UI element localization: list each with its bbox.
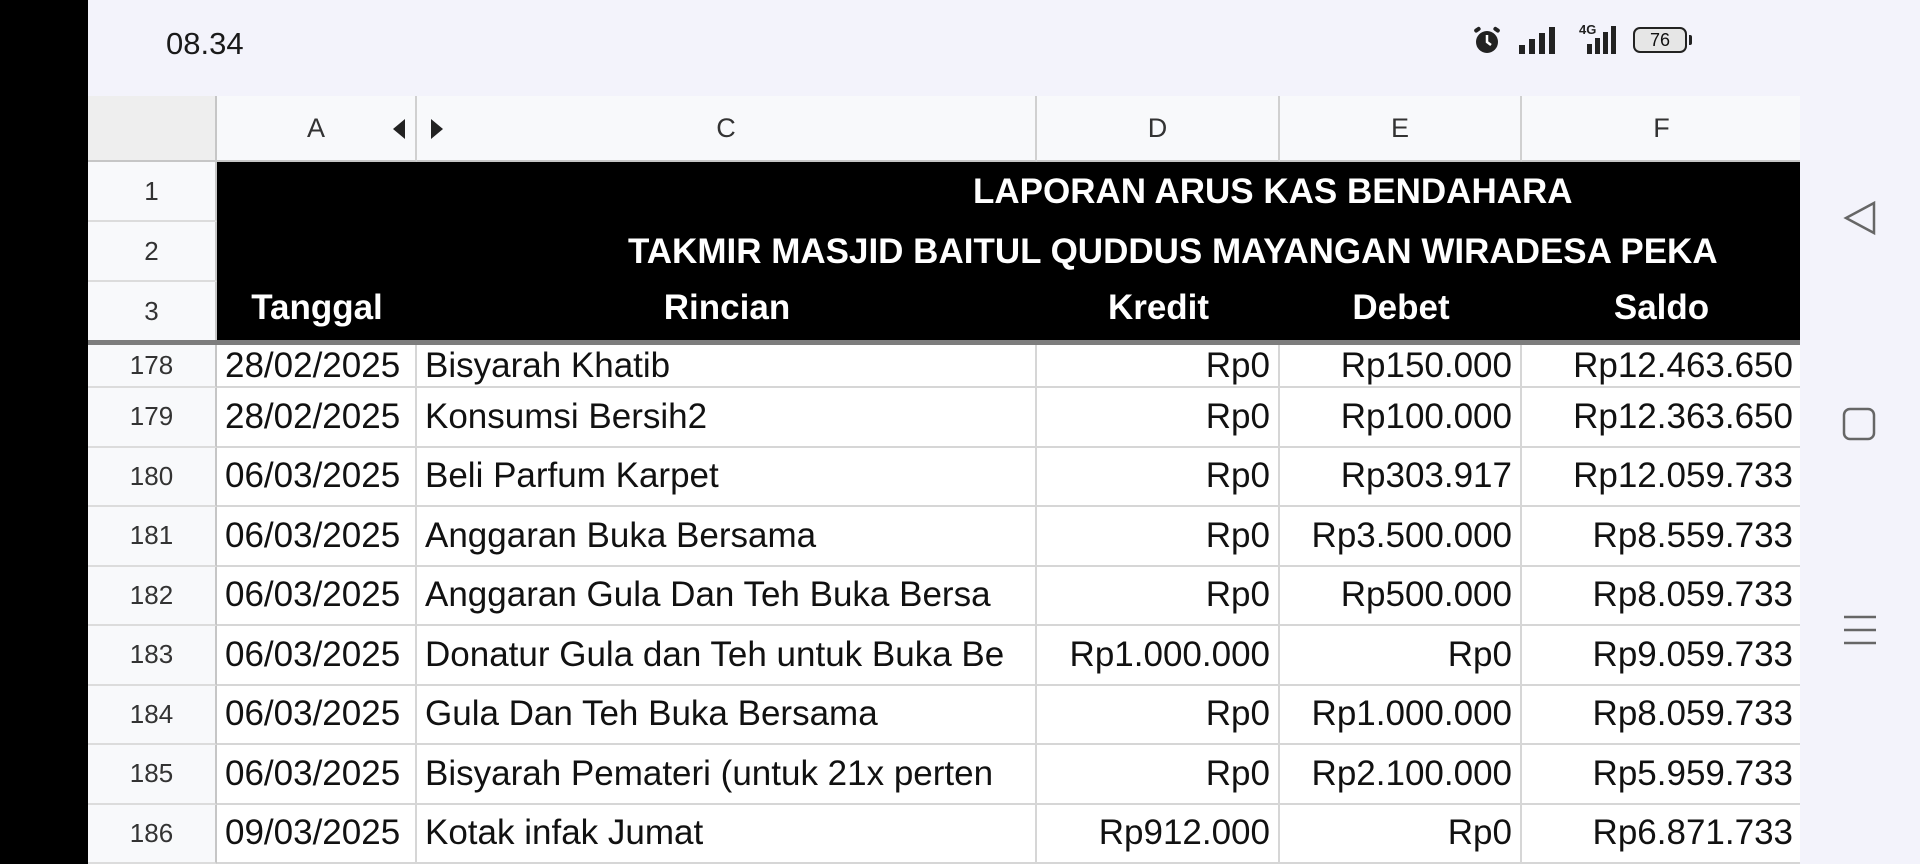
cell-saldo[interactable]: Rp9.059.733	[1522, 626, 1801, 686]
row-number: 183	[129, 639, 174, 670]
back-triangle-icon[interactable]	[1842, 200, 1878, 236]
status-bar	[88, 0, 1800, 96]
header-saldo[interactable]: Saldo	[1613, 288, 1710, 327]
header-rincian[interactable]: Rincian	[663, 288, 791, 327]
cell-rincian[interactable]: Konsumsi Bersih2	[417, 388, 1037, 448]
cell-debet[interactable]: Rp150.000	[1280, 345, 1522, 388]
battery-level: 76	[1633, 27, 1687, 53]
row-header[interactable]	[88, 805, 217, 864]
column-label-f: F	[1653, 112, 1670, 143]
battery-icon	[1633, 27, 1692, 53]
signal-4g-icon	[1573, 24, 1619, 56]
cell-rincian[interactable]: Beli Parfum Karpet	[417, 448, 1037, 508]
cell-debet[interactable]: Rp100.000	[1280, 388, 1522, 448]
cell-saldo[interactable]: Rp8.059.733	[1522, 686, 1801, 746]
column-header-a[interactable]	[217, 96, 417, 162]
cell-kredit[interactable]: Rp0	[1037, 745, 1280, 805]
expand-right-icon[interactable]	[429, 118, 445, 140]
cell-kredit[interactable]: Rp0	[1037, 507, 1280, 567]
row-header[interactable]	[88, 388, 217, 448]
cell-saldo[interactable]: Rp12.463.650	[1522, 345, 1801, 388]
cell-tanggal[interactable]: 09/03/2025	[217, 805, 417, 864]
cell-kredit[interactable]: Rp0	[1037, 388, 1280, 448]
navigation-bar	[1800, 0, 1920, 864]
home-square-icon[interactable]	[1842, 407, 1876, 441]
column-label-d: D	[1147, 112, 1168, 143]
collapse-left-icon[interactable]	[391, 118, 407, 140]
row-number: 186	[129, 817, 174, 848]
header-tanggal[interactable]: Tanggal	[251, 288, 383, 327]
cell-saldo[interactable]: Rp12.059.733	[1522, 448, 1801, 508]
row-number: 182	[129, 579, 174, 610]
cell-tanggal[interactable]: 28/02/2025	[217, 388, 417, 448]
cell-debet[interactable]: Rp0	[1280, 626, 1522, 686]
cell-kredit[interactable]: Rp912.000	[1037, 805, 1280, 864]
cell-rincian[interactable]: Gula Dan Teh Buka Bersama	[417, 686, 1037, 746]
alarm-icon	[1471, 24, 1503, 56]
cell-debet[interactable]: Rp500.000	[1280, 567, 1522, 627]
row-number: 181	[129, 520, 174, 551]
cell-debet[interactable]: Rp2.100.000	[1280, 745, 1522, 805]
cell-rincian[interactable]: Bisyarah Khatib	[417, 345, 1037, 388]
cell-kredit[interactable]: Rp0	[1037, 567, 1280, 627]
spreadsheet-grid[interactable]	[88, 96, 1801, 864]
column-header-c[interactable]	[417, 96, 1037, 162]
status-time: 08.34	[166, 26, 244, 61]
cell-rincian[interactable]: Donatur Gula dan Teh untuk Buka Be	[417, 626, 1037, 686]
row-number: 185	[129, 758, 174, 789]
row-header[interactable]	[88, 345, 217, 388]
cell-rincian[interactable]: Anggaran Buka Bersama	[417, 507, 1037, 567]
menu-lines-icon[interactable]	[1842, 612, 1878, 648]
cell-debet[interactable]: Rp3.500.000	[1280, 507, 1522, 567]
left-black-bar	[0, 0, 88, 864]
cell-saldo[interactable]: Rp8.559.733	[1522, 507, 1801, 567]
row-header[interactable]	[88, 745, 217, 805]
row-number: 184	[129, 698, 174, 729]
column-header-e[interactable]	[1280, 96, 1522, 162]
cell-kredit[interactable]: Rp0	[1037, 345, 1280, 388]
cell-saldo[interactable]: Rp12.363.650	[1522, 388, 1801, 448]
cell-rincian[interactable]: Kotak infak Jumat	[417, 805, 1037, 864]
cell-kredit[interactable]: Rp1.000.000	[1037, 626, 1280, 686]
cell-saldo[interactable]: Rp8.059.733	[1522, 567, 1801, 627]
header-debet[interactable]: Debet	[1352, 288, 1450, 327]
column-label-a: A	[306, 112, 325, 143]
network-type-label: 4G	[1579, 22, 1597, 37]
row-header-3[interactable]: 3	[88, 282, 217, 342]
select-all-corner[interactable]	[88, 96, 217, 162]
cell-tanggal[interactable]: 06/03/2025	[217, 745, 417, 805]
cell-tanggal[interactable]: 28/02/2025	[217, 345, 417, 388]
cell-tanggal[interactable]: 06/03/2025	[217, 626, 417, 686]
cell-debet[interactable]: Rp1.000.000	[1280, 686, 1522, 746]
row-number: 180	[129, 460, 174, 491]
row-header-1[interactable]: 1	[88, 162, 217, 222]
report-title: LAPORAN ARUS KAS BENDAHARA	[973, 172, 1573, 211]
cell-tanggal[interactable]: 06/03/2025	[217, 448, 417, 508]
row-header[interactable]	[88, 626, 217, 686]
row-number: 178	[129, 350, 174, 380]
cell-rincian[interactable]: Bisyarah Pemateri (untuk 21x perten	[417, 745, 1037, 805]
cell-debet[interactable]: Rp0	[1280, 805, 1522, 864]
column-label-c: C	[716, 112, 736, 143]
row-header-2[interactable]: 2	[88, 222, 217, 282]
header-kredit[interactable]: Kredit	[1107, 288, 1210, 327]
cell-tanggal[interactable]: 06/03/2025	[217, 567, 417, 627]
cell-saldo[interactable]: Rp5.959.733	[1522, 745, 1801, 805]
row-header[interactable]	[88, 567, 217, 627]
column-label-e: E	[1390, 112, 1409, 143]
row-header[interactable]	[88, 448, 217, 508]
row-number: 179	[129, 401, 174, 432]
cell-tanggal[interactable]: 06/03/2025	[217, 507, 417, 567]
row-header[interactable]	[88, 507, 217, 567]
report-subtitle: TAKMIR MASJID BAITUL QUDDUS MAYANGAN WIRADESA PEKA	[628, 232, 1718, 271]
column-header-d[interactable]	[1037, 96, 1280, 162]
cell-kredit[interactable]: Rp0	[1037, 448, 1280, 508]
cell-tanggal[interactable]: 06/03/2025	[217, 686, 417, 746]
cell-rincian[interactable]: Anggaran Gula Dan Teh Buka Bersa	[417, 567, 1037, 627]
signal-icon	[1517, 25, 1559, 55]
cell-saldo[interactable]: Rp6.871.733	[1522, 805, 1801, 864]
cell-kredit[interactable]: Rp0	[1037, 686, 1280, 746]
column-header-f[interactable]	[1522, 96, 1801, 162]
row-header[interactable]	[88, 686, 217, 746]
status-icons	[1471, 24, 1692, 56]
cell-debet[interactable]: Rp303.917	[1280, 448, 1522, 508]
